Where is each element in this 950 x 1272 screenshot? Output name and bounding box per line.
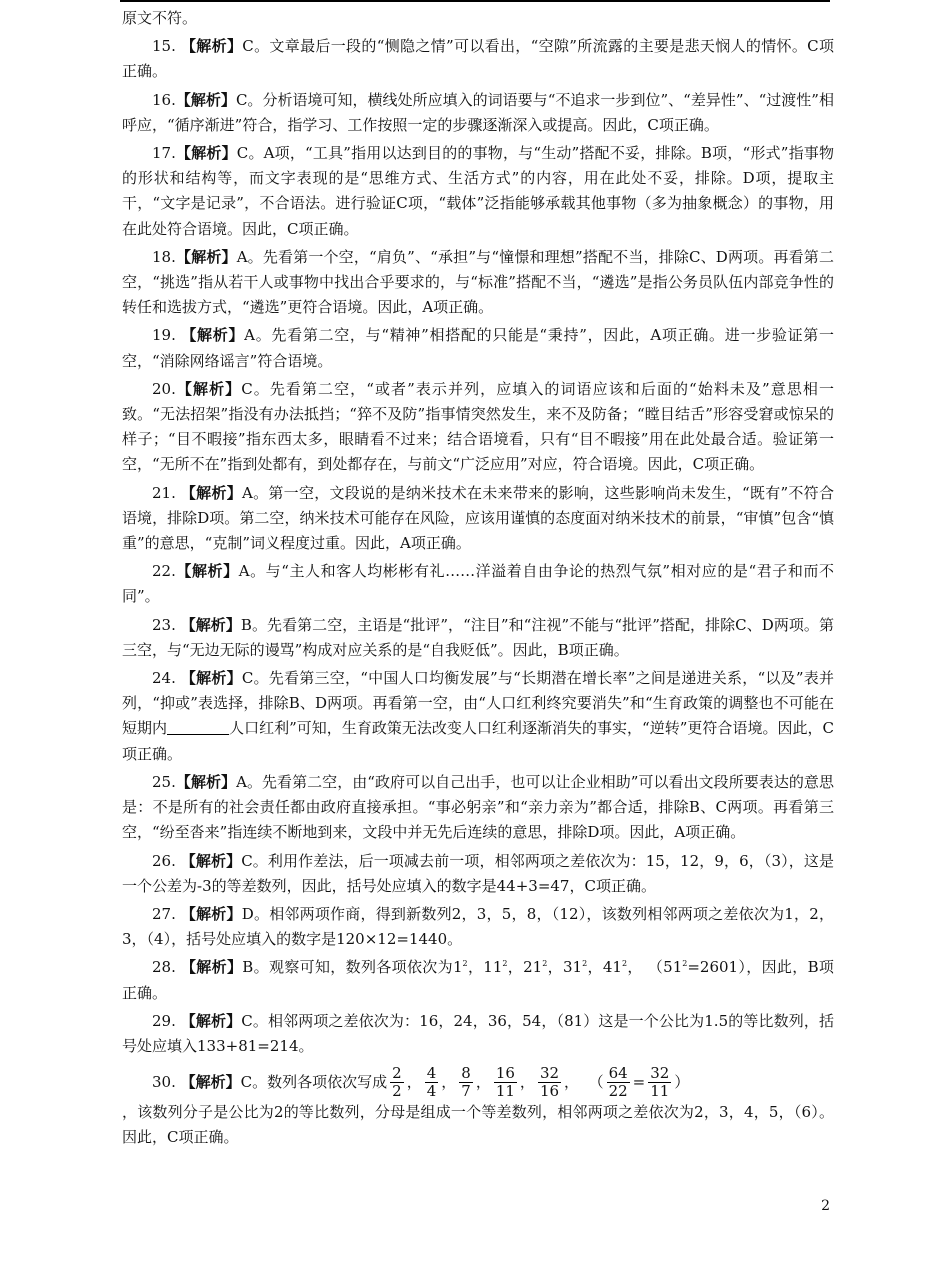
answer-20: 20.【解析】C。先看第二空，“或者”表示并列，应填入的词语应该和后面的“始料未及”意思相一致。“无法招架”指没有办法抵挡；“猝不及防”指事情突然发生，来不及防备；“瞠目结舌”形容受窘或惊呆的样子；“目不暇接”指东西太多，眼睛看不过来；结合语境看，只有“目不暇接”用在此处最合适。验证第一空，“无所不在”指到处都有，到处都存在，与前文“广泛应用”对应，符合语境。因此，C项正确。 xyxy=(122,379,834,474)
fraction: $\frac{2}{2}$ xyxy=(392,1064,402,1101)
fill-blank xyxy=(167,719,229,735)
answer-21: 21. 【解析】A。第一空，文段说的是纳米技术在未来带来的影响，这些影响尚未发生，“既有”不符合语境，排除D项。第二空，纳米技术可能存在风险，应该用谨慎的态度面对纳米技术的前景，“审慎”包含“慎重”的意思，“克制”词义程度过重。因此，A项正确。 xyxy=(122,483,834,553)
fraction: $\frac{4}{4}$ xyxy=(426,1064,437,1101)
answer-24: 24. 【解析】C。先看第三空，“中国人口均衡发展”与“长期潜在增长率”之间是递进关系，“以及”表并列，“抑或”表选择，排除B、D两项。再看第一空，由“人口红利终究要消失”和“生育政策的调整也不可能在短期内 人口红利”可知，生育政策无法改变人口红利逐渐消失的事实，“逆转”更符合语境。因此，C项正确。 xyxy=(122,669,834,763)
answer-22: 22.【解析】A。与“主人和客人均彬彬有礼……洋溢着自由争论的热烈气氛”相对应的是“君子和而不同”。 xyxy=(122,562,834,606)
answer-28: 28. 【解析】B。观察可知，数列各项依次为$1^2$，$11^2$，$21^2$，$31^2$，$41^2$， $(51^2=2601)$，因此，B项正确。 xyxy=(122,958,834,1002)
continued-line: 原文不符。 xyxy=(122,9,198,27)
fraction: $\frac{8}{7}$ xyxy=(461,1064,471,1101)
answer-17: 17.【解析】C。A项，“工具”指用以达到目的的事物，与“生动”搭配不妥，排除。B项，“形式”指事物的形状和结构等，而文字表现的是“思维方式、生活方式”的内容，用在此处不妥，排除。D项，提取主干，“文字是记录”，不合语法。进行验证C项，“载体”泛指能够承载其他事物（多为抽象概念）的事物，用在此处符合语境。因此，C项正确。 xyxy=(122,144,834,238)
answer-18: 18.【解析】A。先看第一个空，“肩负”、“承担”与“憧憬和理想”搭配不当，排除C、D两项。再看第二空，“挑选”指从若干人或事物中找出合乎要求的，与“标准”搭配不当，“遴选”是指公务员队伍内部竞争性的转任和选拔方式，“遴选”更符合语境。因此，A项正确。 xyxy=(122,247,834,317)
answer-key-content xyxy=(122,6,834,1154)
page-number: 2 xyxy=(821,1198,830,1214)
answer-16: 16.【解析】C。分析语境可知，横线处所应填入的词语要与“不追求一步到位”、“差异性”、“过渡性”相呼应，“循序渐进”符合，指学习、工作按照一定的步骤逐渐深入或提高。因此，C项正确。 xyxy=(122,90,834,134)
answer-29: 29. 【解析】C。相邻两项之差依次为：16，24，36，54，（81）这是一个公比为1.5的等比数列，括号处应填入133+81=214。 xyxy=(122,1011,834,1055)
answer-30: 30. 【解析】 C。数列各项依次写成 $\frac{2}{2}$ ， $\frac{4}{4}$ ， $\frac{8}{7}$ ， $\frac{16}{11}$ ， $\frac{32}{16}$ ， （ $\frac{64}{22}$ = $\frac{32}{11}$ ） xyxy=(152,1064,690,1101)
answer-27: 27. 【解析】D。相邻两项作商，得到新数列2，3，5，8，（12），该数列相邻两项之差依次为1，2，3，（4），括号处应填入的数字是120×12=1440。 xyxy=(122,904,834,949)
fraction: $\frac{16}{11}$ xyxy=(495,1064,515,1101)
fraction: $\frac{64}{22}$ xyxy=(608,1064,628,1101)
answer-15: 15. 【解析】C。文章最后一段的“恻隐之情”可以看出，“空隙”所流露的主要是悲天悯人的情怀。C项正确。 xyxy=(122,37,834,81)
fraction: $\frac{32}{11}$ xyxy=(650,1064,670,1101)
answer-25: 25.【解析】A。先看第二空，由“政府可以自己出手，也可以让企业相助”可以看出文段所要表达的意思是：不是所有的社会责任都由政府直接承担。“事必躬亲”和“亲力亲为”都合适，排除B、C两项。再看第三空，“纷至沓来”指连续不断地到来，文段中并无先后连续的意思，排除D项。因此，A项正确。 xyxy=(122,772,834,842)
answer-19: 19. 【解析】A。先看第二空，与“精神”相搭配的只能是“秉持”，因此，A项正确。进一步验证第一空，“消除网络谣言”符合语境。 xyxy=(122,326,834,370)
answer-30-continued: ，该数列分子是公比为2的等比数列，分母是组成一个等差数列，相邻两项之差依次为2，3，4，5，（6）。因此，C项正确。 xyxy=(122,1103,834,1147)
top-rule xyxy=(120,0,830,2)
answer-26: 26. 【解析】C。利用作差法，后一项减去前一项，相邻两项之差依次为：15，12，9，6，（3），这是一个公差为-3的等差数列，因此，括号处应填入的数字是44+3=47，C项正确。 xyxy=(122,851,834,895)
fraction: $\frac{32}{16}$ xyxy=(539,1064,560,1101)
answer-23: 23. 【解析】B。先看第二空，主语是“批评”，“注目”和“注视”不能与“批评”搭配，排除C、D两项。第三空，与“无边无际的谩骂”构成对应关系的是“自我贬低”。因此，B项正确。 xyxy=(122,615,834,659)
